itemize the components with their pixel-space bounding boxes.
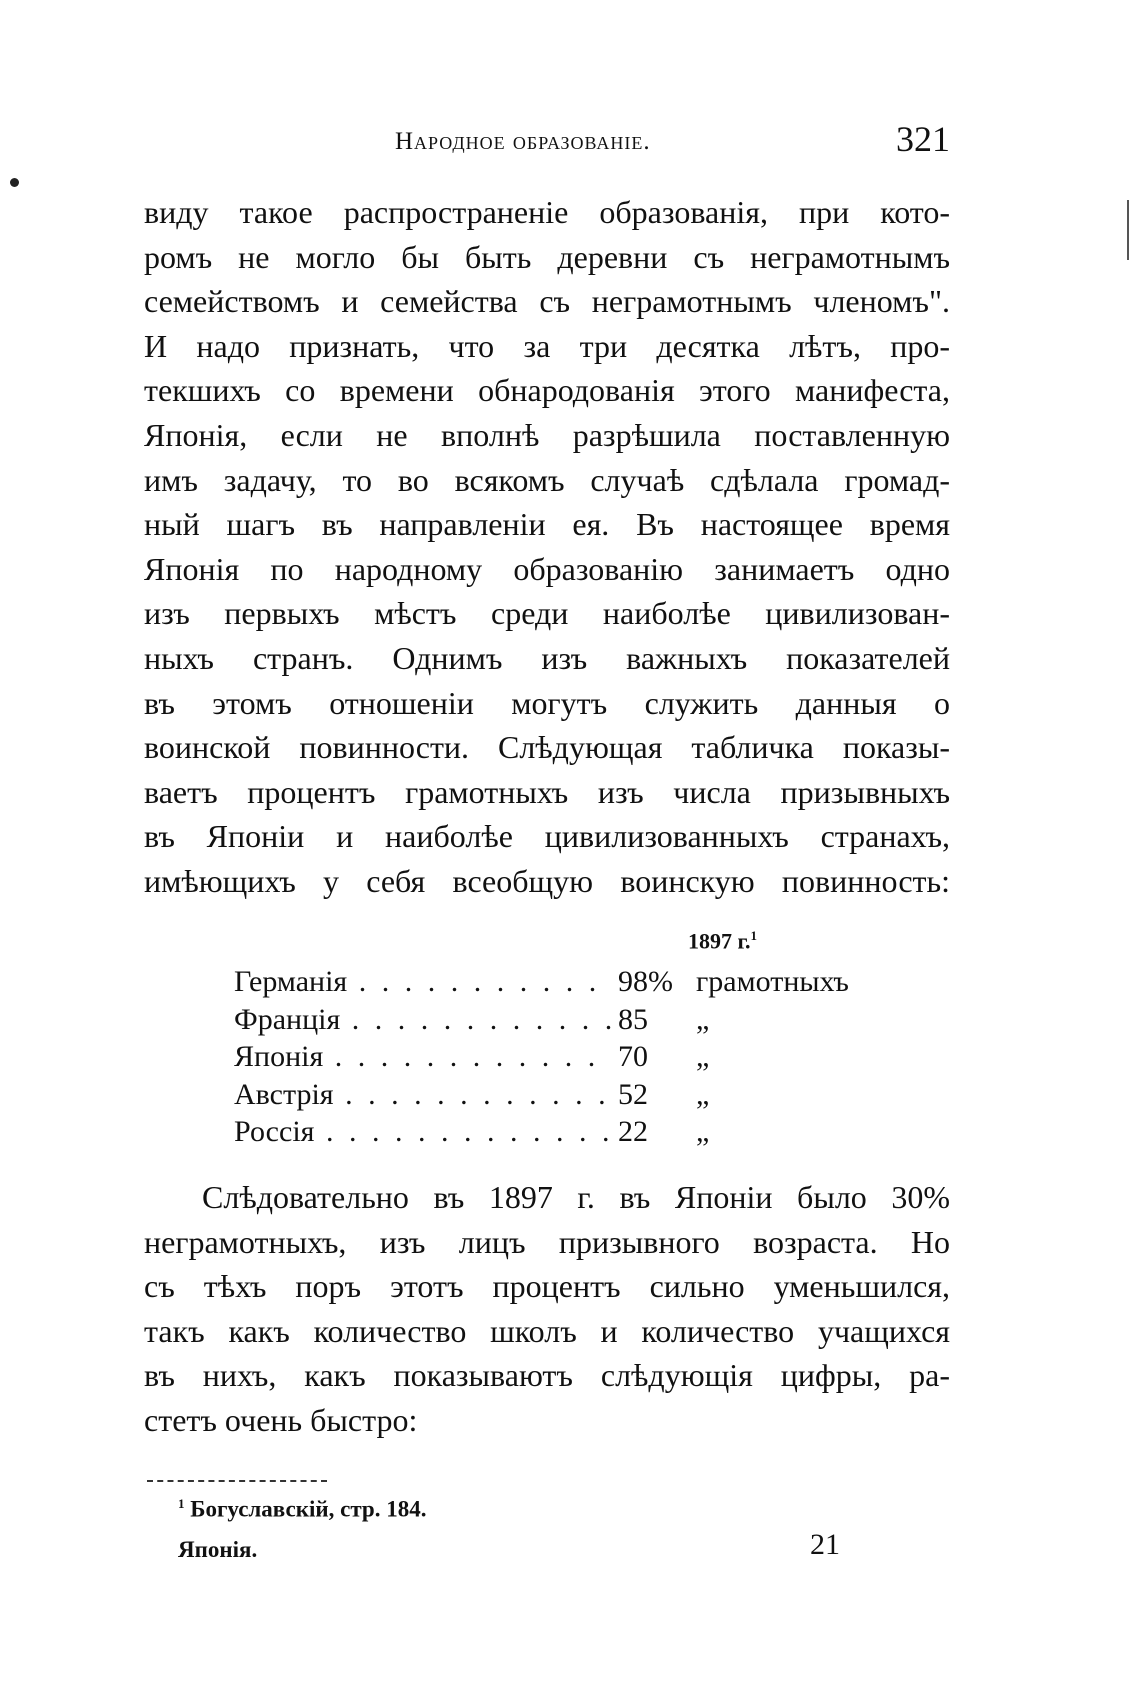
ditto-mark: „: [696, 1115, 710, 1148]
text-line: И надо признать, что за три десятка лѣтъ, про-: [144, 327, 950, 364]
text-line: въ этомъ отношеніи могутъ служить данныя о: [144, 684, 950, 721]
signature-label: Японія.: [178, 1537, 258, 1562]
text-line: имѣющихъ у себя всеобщую воинскую повинность:: [144, 862, 950, 899]
table-row: [234, 965, 874, 1003]
country-name: Франція . . .: [234, 1003, 614, 1037]
text-line: Японія, если не вполнѣ разрѣшила поставленную: [144, 416, 950, 453]
unit-label: грамотныхъ: [696, 965, 849, 998]
footnote-divider: [147, 1480, 327, 1482]
footnote-reference: 1: [750, 928, 758, 943]
footnote-mark: 1: [178, 1496, 185, 1511]
text-line: Японія по народному образованію занимаетъ одно: [144, 550, 950, 587]
footnote: [178, 1496, 426, 1523]
text-line: Слѣдовательно въ 1897 г. въ Японіи было 30%: [202, 1179, 950, 1215]
literacy-value: 52: [612, 1078, 688, 1112]
table-row: [234, 1115, 874, 1153]
ditto-mark: „: [696, 1077, 710, 1111]
country-name: Австрія . . .: [234, 1078, 614, 1112]
text-line: съ тѣхъ поръ этотъ процентъ сильно уменьшился,: [144, 1268, 950, 1305]
ditto-mark: „: [696, 1002, 710, 1036]
country-name: Германія . . .: [234, 965, 614, 999]
running-title: Народное образованіе.: [395, 128, 651, 155]
table-row: [234, 1078, 874, 1116]
country-name: Россія . . .: [234, 1115, 614, 1149]
footnote-text: Богуславскій, стр. 184.: [190, 1496, 427, 1522]
literacy-value: 85: [612, 1003, 688, 1037]
text-line: семействомъ и семейства съ неграмотнымъ членомъ".: [144, 283, 950, 320]
page-number: 321: [896, 119, 950, 159]
paragraph-2: [144, 1175, 950, 1443]
text-line: воинской повинности. Слѣдующая табличка показы-: [144, 729, 950, 766]
text-line: виду такое распространеніе образованія, при кото-: [144, 194, 950, 230]
paragraph-1: [144, 190, 950, 904]
text-line: такъ какъ количество школъ и количество учащихся: [144, 1312, 950, 1349]
text-line: ваетъ процентъ грамотныхъ изъ числа призывныхъ: [144, 773, 950, 810]
text-line: ромъ не могло бы быть деревни съ неграмотнымъ: [144, 238, 950, 275]
text-line: ный шагъ въ направленіи ея. Въ настоящее время: [144, 506, 950, 543]
table-caption-text: 1897 г.: [688, 928, 751, 954]
text-line: текшихъ со времени обнародованія этого манифеста,: [144, 372, 950, 409]
running-header: [395, 118, 950, 168]
table-row: [234, 1040, 874, 1078]
text-line: стетъ очень быстро:: [144, 1401, 418, 1438]
country-name: Японія . . .: [234, 1040, 614, 1074]
ink-speck: [10, 178, 19, 187]
text-line: неграмотныхъ, изъ лицъ призывного возраста. Но: [144, 1223, 950, 1260]
text-line: имъ задачу, то во всякомъ случаѣ сдѣлала громад-: [144, 461, 950, 498]
literacy-table: [234, 965, 874, 1153]
margin-mark: [1127, 200, 1129, 260]
table-row: [234, 1003, 874, 1041]
text-line: изъ первыхъ мѣстъ среди наиболѣе цивилизован-: [144, 595, 950, 632]
text-line: въ нихъ, какъ показываютъ слѣдующія цифры, ра-: [144, 1357, 950, 1394]
literacy-value: 98%: [612, 965, 688, 999]
literacy-value: 70: [612, 1040, 688, 1074]
signature-number: 21: [810, 1528, 840, 1561]
text-line: ныхъ странъ. Однимъ изъ важныхъ показателей: [144, 639, 950, 676]
table-caption: [688, 928, 757, 954]
literacy-value: 22: [612, 1115, 688, 1149]
ditto-mark: „: [696, 1040, 710, 1073]
text-line: въ Японіи и наиболѣе цивилизованныхъ странахъ,: [144, 818, 950, 855]
